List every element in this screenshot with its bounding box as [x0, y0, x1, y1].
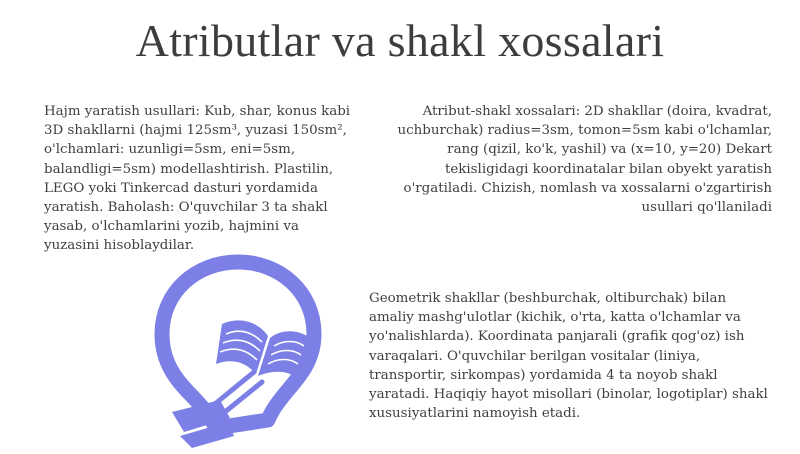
- slide-title: Atributlar va shakl xossalari: [135, 15, 665, 66]
- attribute-properties-text: Atribut-shakl xossalari: 2D shakllar (doira, kvadrat, uchburchak) radius=3sm, tomon=5sm kabi o'lchamlar, rang (qizil, ko'k, yashil) va (x=10, y=20) Dekart tekisligidagi koordinatalar bilan obyekt yaratish o'rgatiladi. Chizish, nomlash va xossalarni o'zgartirish usullari qo'llaniladi: [397, 104, 772, 216]
- volume-methods-text: Hajm yaratish usullari: Kub, shar, konus kabi 3D shakllarni (hajmi 125sm³, yuzasi 150sm², o'lchamlari: uzunligi=5sm, eni=5sm, balandligi=5sm) modellashtirish. Plastilin, LEGO yoki Tinkercad dasturi yordamida yaratish. Baholash: O'quvchilar 3 ta shakl yasab, o'lchamlarini yozib, hajmini va yuzasini hisoblaydilar.: [44, 104, 351, 254]
- geometric-shapes-text: Geometrik shakllar (beshburchak, oltiburchak) bilan amaliy mashg'ulotlar (kichik, o'rta, katta o'lchamlar va yo'nalishlarda). Koordinata panjarali (grafik qog'oz) ish varaqalari. O'quvchilar berilgan vositalar (liniya, transportir, sirkompas) yordamida 4 ta noyob shakl yaratadi. Haqiqiy hayot misollari (binolar, logotiplar) shakl xususiyatlarini namoyish etadi.: [369, 291, 768, 422]
- lightbulb-book-icon: [150, 250, 326, 450]
